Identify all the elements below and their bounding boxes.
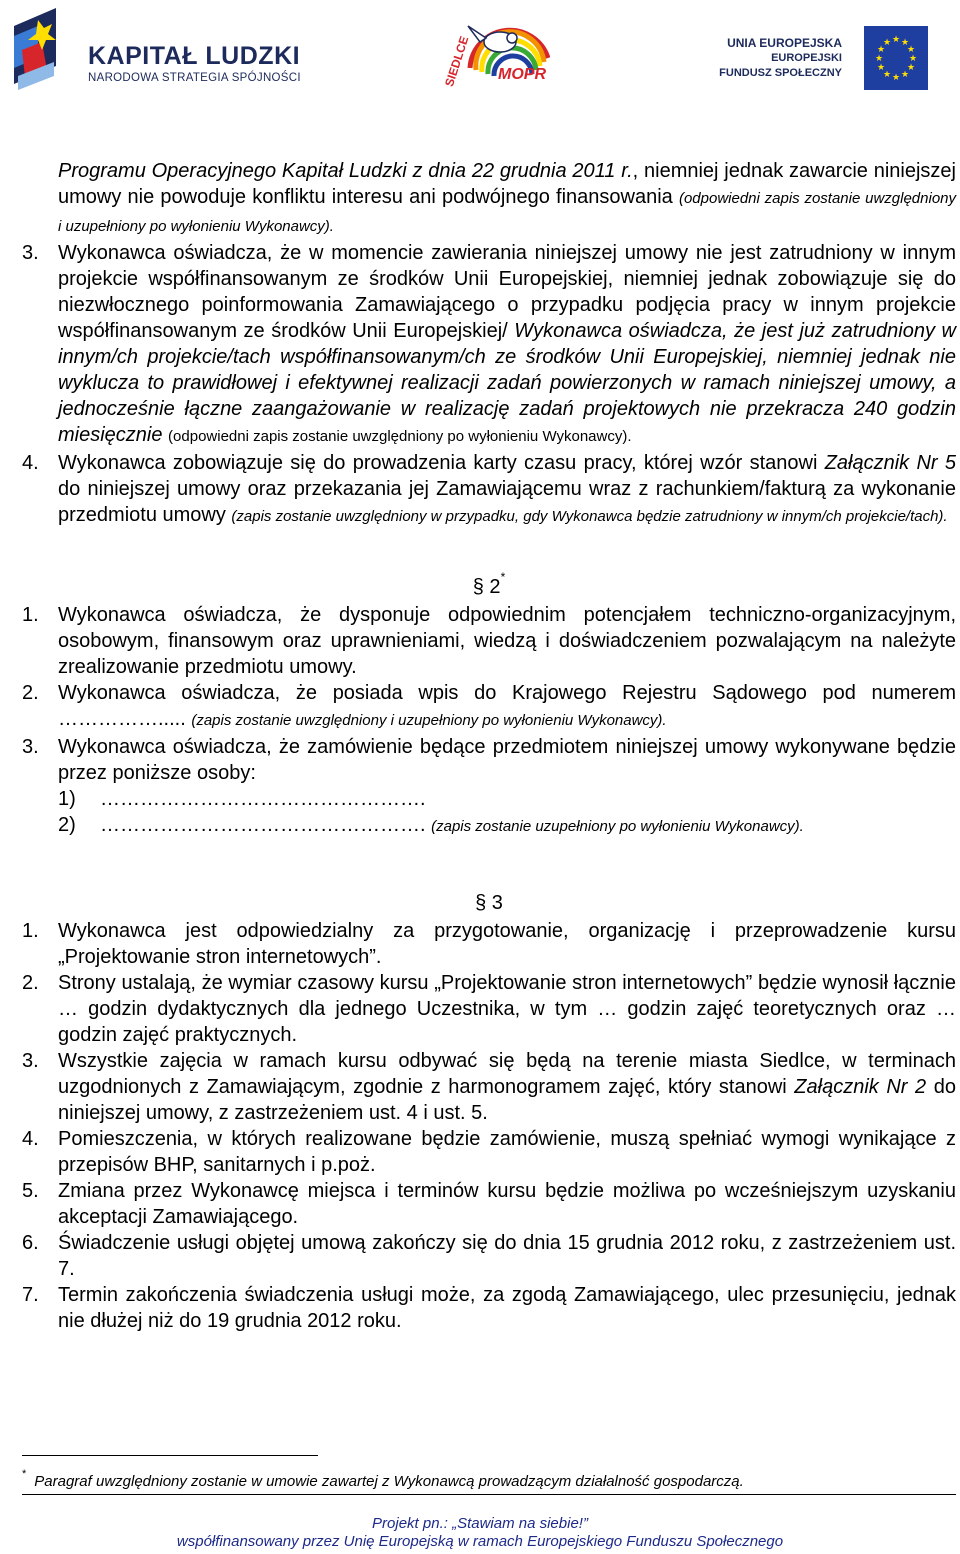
intro-text: , niemniej jednak zawarcie niniejszej umowy nie powoduje konfliktu interesu ani podwójnego finansowania	[58, 160, 956, 208]
svg-text:★: ★	[882, 70, 892, 80]
eu-line1: UNIA EUROPEJSKA	[727, 36, 842, 50]
section-2-footnote-mark: *	[500, 570, 506, 584]
footnote-text: Paragraf uwzględniony zostanie w umowie zawartej z Wykonawcą prowadzącym działalność gospodarczą.	[34, 1473, 744, 1490]
person-line	[58, 786, 956, 812]
section-3-item-number: 4.	[22, 1128, 39, 1150]
section-3-item-number: 3.	[22, 1050, 39, 1072]
svg-text:★: ★	[876, 45, 886, 55]
person-line	[58, 812, 956, 840]
page-header	[0, 0, 960, 110]
document-body	[22, 158, 956, 1334]
section-3-title: § 3	[475, 892, 503, 914]
section-3-item	[22, 1126, 956, 1178]
section-3-attachment: Załącznik Nr 2	[794, 1076, 927, 1098]
section-3-heading	[22, 890, 956, 916]
footer-project-name: Projekt pn.: „Stawiam na siebie!”	[372, 1515, 588, 1532]
svg-text:★: ★	[900, 70, 910, 80]
section-2-item-number: 1.	[22, 604, 39, 626]
mopr-city: SIEDLCE	[442, 34, 472, 89]
svg-text:★: ★	[876, 63, 886, 73]
svg-text:★: ★	[908, 54, 918, 64]
person-number: 2)	[58, 814, 76, 836]
section-2-item-number: 2.	[22, 682, 39, 704]
paragraph-4-text-a: Wykonawca zobowiązuje się do prowadzenia karty czasu pracy, której wzór stanowi	[58, 452, 825, 474]
section-2-item-note: (zapis zostanie uwzględniony i uzupełniony po wyłonieniu Wykonawcy).	[191, 712, 667, 729]
person-placeholder: ………………………………………….	[100, 788, 426, 810]
section-3-item-number: 6.	[22, 1232, 39, 1254]
section-3-item-number: 1.	[22, 920, 39, 942]
section-2-item-text: Wykonawca oświadcza, że dysponuje odpowiednim potencjałem techniczno-organizacyjnym, osobowym, finansowym oraz uprawnieniami, wiedzą i doświadczeniem pozwalającym na należyte zrealizowanie przedmiotu umowy.	[58, 604, 956, 678]
footnote	[22, 1468, 744, 1490]
footer-funding-note: współfinansowany przez Unię Europejską w ramach Europejskiego Funduszu Społecznego	[176, 1533, 784, 1550]
svg-text:★: ★	[900, 38, 910, 48]
section-3-item	[22, 1178, 956, 1230]
section-2-item-number: 3.	[22, 736, 39, 758]
section-2-item	[22, 734, 956, 840]
section-3-item	[22, 970, 956, 1048]
eu-flag-icon	[864, 26, 928, 90]
section-2-item	[22, 602, 956, 680]
paragraph-3	[22, 240, 956, 450]
section-2-heading	[22, 564, 956, 600]
section-3-item-number: 2.	[22, 972, 39, 994]
svg-text:★: ★	[874, 54, 884, 64]
person-placeholder: ………………………………………….	[100, 814, 432, 836]
section-3-item-text: Zmiana przez Wykonawcę miejsca i terminów kursu będzie możliwa po wcześniejszym uzyskaniu akceptacji Zamawiającego.	[58, 1180, 956, 1228]
section-3-item-text: Wszystkie zajęcia w ramach kursu odbywać się będą na terenie miasta Siedlce, w terminach uzgodnionych z Zamawiającym, zgodnie z harmonogramem zajęć, który stanowi	[58, 1050, 956, 1098]
section-3-item	[22, 1282, 956, 1334]
section-3-item	[22, 918, 956, 970]
kapital-ludzki-logo	[8, 6, 308, 101]
mopr-logo	[440, 12, 550, 94]
paragraph-3-italic-text: Wykonawca oświadcza, że jest już zatrudniony w innym/ch projekcie/tach współfinansowanym/ch ze środków Unii Europejskiej, niemniej jednak nie wyklucza to prawidłowej i efektywnej realizacji zadań powierzonych w ramach niniejszej umowy, a jednocześnie łączne zaangażowanie w realizację zadań projektowych nie przekracza 240 godzin miesięcznie	[58, 320, 956, 446]
footnote-divider	[22, 1455, 318, 1456]
section-2-title: § 2	[472, 576, 501, 598]
svg-text:★: ★	[891, 73, 901, 83]
intro-note: (odpowiedni zapis zostanie uwzględniony i uzupełniony po wyłonieniu Wykonawcy).	[58, 190, 956, 235]
paragraph-4-number: 4.	[22, 452, 39, 474]
section-3-item-text: Świadczenie usługi objętej umową zakończy się do dnia 15 grudnia 2012 roku, z zastrzeżeniem ust. 7.	[58, 1232, 956, 1280]
svg-text:★: ★	[906, 63, 916, 73]
svg-text:★: ★	[906, 45, 916, 55]
intro-paragraph	[22, 158, 956, 240]
paragraph-4	[22, 450, 956, 530]
paragraph-3-note: (odpowiedni zapis zostanie uwzględniony po wyłonieniu Wykonawcy).	[168, 428, 632, 445]
section-2-item-text: Wykonawca oświadcza, że zamówienie będące przedmiotem niniejszej umowy wykonywane będzie przez poniższe osoby:	[58, 736, 956, 784]
svg-text:★: ★	[891, 35, 901, 45]
person-number: 1)	[58, 788, 76, 810]
section-3-item-text: Wykonawca jest odpowiedzialny za przygotowanie, organizację i przeprowadzenie kursu „Projektowanie stron internetowych”.	[58, 920, 956, 968]
person-note: (zapis zostanie uzupełniony po wyłonieniu Wykonawcy).	[431, 818, 804, 835]
kapital-ludzki-title: KAPITAŁ LUDZKI	[88, 42, 301, 70]
eu-line2: EUROPEJSKI	[771, 52, 842, 64]
section-3-item-text: Termin zakończenia świadczenia usługi może, za zgodą Zamawiającego, ulec przesunięciu, jednak nie dłużej niż do 19 grudnia 2012 roku.	[58, 1284, 956, 1332]
section-3-item	[22, 1230, 956, 1282]
section-3-item-text: Pomieszczenia, w których realizowane będzie zamówienie, muszą spełniać wymogi wynikające z przepisów BHP, sanitarnych i p.poż.	[58, 1128, 956, 1176]
section-2-item-text: Wykonawca oświadcza, że posiada wpis do Krajowego Rejestru Sądowego pod numerem …………….....	[58, 682, 956, 730]
paragraph-3-text: Wykonawca oświadcza, że w momencie zawierania niniejszej umowy nie jest zatrudniony w innym projekcie współfinansowanym ze środków Unii Europejskiej, niemniej jednak zobowiązuje się do niezwłocznego poinformowania Zamawiającego o przypadku podjęcia pracy w innym projekcie współfinansowanym ze środków Unii Europejskiej/	[58, 242, 956, 342]
eu-line3: FUNDUSZ SPOŁECZNY	[719, 67, 842, 79]
paragraph-3-number: 3.	[22, 242, 39, 264]
mopr-name: MOPR	[498, 66, 546, 83]
footer-divider	[22, 1494, 956, 1495]
section-3-item-text-b: do niniejszej umowy, z zastrzeżeniem ust. 4 i ust. 5.	[58, 1076, 956, 1124]
eu-logo	[700, 22, 950, 92]
paragraph-4-note: (zapis zostanie uwzględniony w przypadku, gdy Wykonawca będzie zatrudniony w innym/ch projekcie/tach).	[231, 508, 948, 525]
section-2-item	[22, 680, 956, 734]
kapital-ludzki-emblem-icon	[8, 6, 80, 101]
svg-text:★: ★	[882, 38, 892, 48]
section-3-item	[22, 1048, 956, 1126]
kapital-ludzki-subtitle: NARODOWA STRATEGIA SPÓJNOŚCI	[88, 72, 301, 84]
section-3-item-number: 5.	[22, 1180, 39, 1202]
section-3-item-number: 7.	[22, 1284, 39, 1306]
paragraph-4-attachment: Załącznik Nr 5	[824, 452, 956, 474]
footnote-mark: *	[22, 1468, 27, 1480]
intro-italic-text: Programu Operacyjnego Kapitał Ludzki z dnia 22 grudnia 2011 r.	[58, 160, 633, 182]
section-3-item-text: Strony ustalają, że wymiar czasowy kursu „Projektowanie stron internetowych” będzie wynosił łącznie … godzin dydaktycznych dla jednego Uczestnika, w tym … godzin zajęć teoretycznych oraz … godzin zajęć praktycznych.	[58, 972, 956, 1046]
paragraph-4-text-b: do niniejszej umowy oraz przekazania jej Zamawiającemu wraz z rachunkiem/fakturą za wykonanie przedmiotu umowy	[58, 478, 956, 526]
